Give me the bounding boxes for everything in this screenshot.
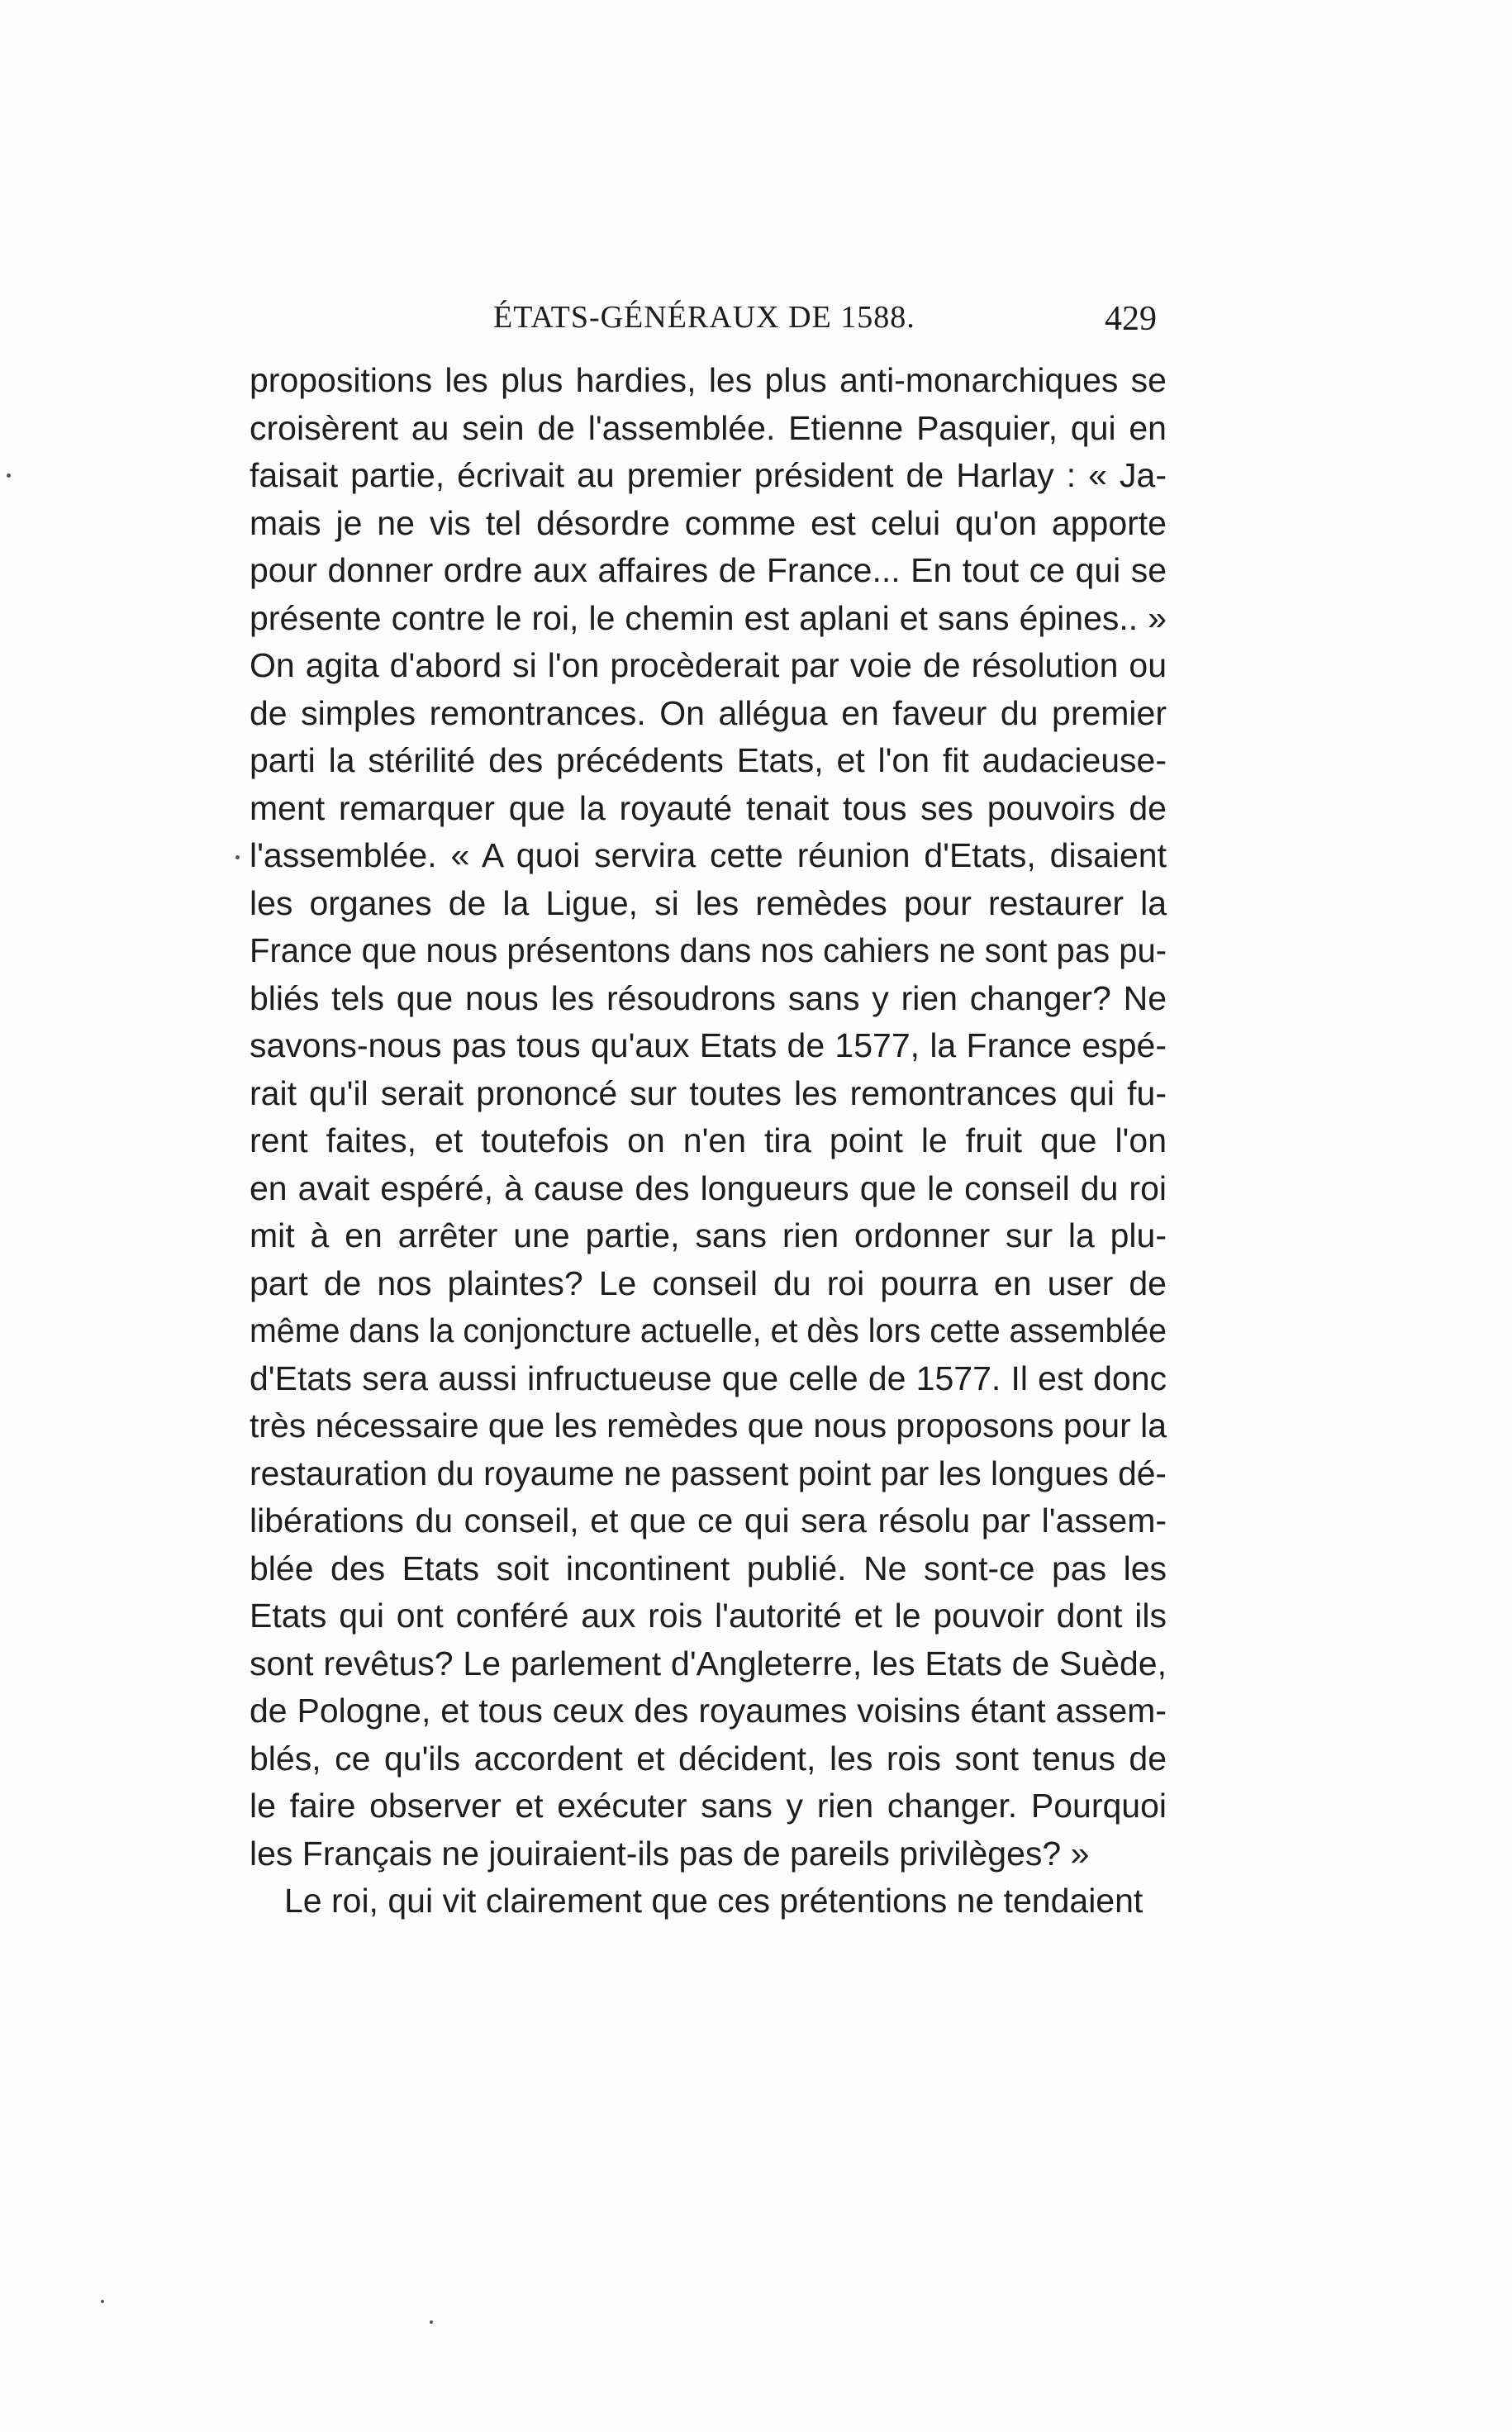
text-line: part de nos plaintes? Le conseil du roi pourra en user de (250, 1264, 1167, 1302)
text-line: France que nous présentons dans nos cahiers ne sont pas pu- (250, 931, 1167, 969)
text-line: ment remarquer que la royauté tenait tous ses pouvoirs de (250, 788, 1167, 827)
text-line: Etats qui ont conféré aux rois l'autorité et le pouvoir dont ils (250, 1597, 1167, 1635)
body-text (250, 357, 1167, 1925)
scan-speck (235, 855, 240, 859)
text-line: de Pologne, et tous ceux des royaumes voisins étant assem- (250, 1692, 1167, 1730)
text-line: même dans la conjoncture actuelle, et dès lors cette assemblée (250, 1311, 1167, 1349)
text-line: les organes de la Ligue, si les remèdes pour restaurer la (250, 883, 1167, 922)
text-line: restauration du royaume ne passent point par les longues dé- (250, 1454, 1167, 1492)
text-line: blée des Etats soit incontinent publié. Ne sont-ce pas les (250, 1549, 1167, 1587)
text-line: bliés tels que nous les résoudrons sans y rien changer? Ne (250, 978, 1167, 1017)
text-line: parti la stérilité des précédents Etats, et l'on fit audacieuse- (250, 741, 1167, 779)
text-line: Le roi, qui vit clairement que ces prétentions ne tendaient (284, 1882, 1144, 1920)
text-line: libérations du conseil, et que ce qui sera résolu par l'assem- (250, 1502, 1167, 1540)
scan-speck (430, 2320, 433, 2324)
scan-speck (101, 2300, 104, 2303)
text-line: en avait espéré, à cause des longueurs que le conseil du roi (250, 1168, 1167, 1207)
text-line: d'Etats sera aussi infructueuse que celle de 1577. Il est donc (250, 1359, 1167, 1397)
text-line: mais je ne vis tel désordre comme est celui qu'on apporte (250, 503, 1167, 542)
text-line: les Français ne jouiraient-ils pas de pareils privilèges? » (250, 1834, 1090, 1873)
text-line: blés, ce qu'ils accordent et décident, les rois sont tenus de (250, 1739, 1167, 1778)
text-line: rait qu'il serait prononcé sur toutes les remontrances qui fu- (250, 1073, 1167, 1112)
text-line: On agita d'abord si l'on procèderait par voie de résolution ou (250, 646, 1167, 684)
running-title: ÉTATS-GÉNÉRAUX DE 1588. (493, 300, 915, 335)
text-line: croisèrent au sein de l'assemblée. Etienne Pasquier, qui en (250, 408, 1167, 447)
text-line: mit à en arrêter une partie, sans rien ordonner sur la plu- (250, 1216, 1167, 1254)
scan-speck (7, 474, 11, 478)
text-line: savons-nous pas tous qu'aux Etats de 1577, la France espé- (250, 1026, 1167, 1064)
text-line: faisait partie, écrivait au premier président de Harlay : « Ja- (250, 456, 1167, 494)
text-line: pour donner ordre aux affaires de France... En tout ce qui se (250, 551, 1167, 589)
page-number: 429 (1105, 300, 1157, 338)
page-header (250, 299, 1167, 349)
text-line: propositions les plus hardies, les plus anti-monarchiques se (250, 361, 1167, 399)
text-line: l'assemblée. « A quoi servira cette réunion d'Etats, disaient (250, 836, 1167, 874)
text-line: présente contre le roi, le chemin est aplani et sans épines.. » (250, 598, 1167, 637)
text-line: le faire observer et exécuter sans y rien changer. Pourquoi (250, 1787, 1167, 1825)
text-line: de simples remontrances. On allégua en faveur du premier (250, 693, 1167, 732)
text-line: sont revêtus? Le parlement d'Angleterre, les Etats de Suède, (250, 1644, 1167, 1682)
text-line: rent faites, et toutefois on n'en tira point le fruit que l'on (250, 1121, 1167, 1159)
text-line: très nécessaire que les remèdes que nous proposons pour la (250, 1406, 1167, 1444)
